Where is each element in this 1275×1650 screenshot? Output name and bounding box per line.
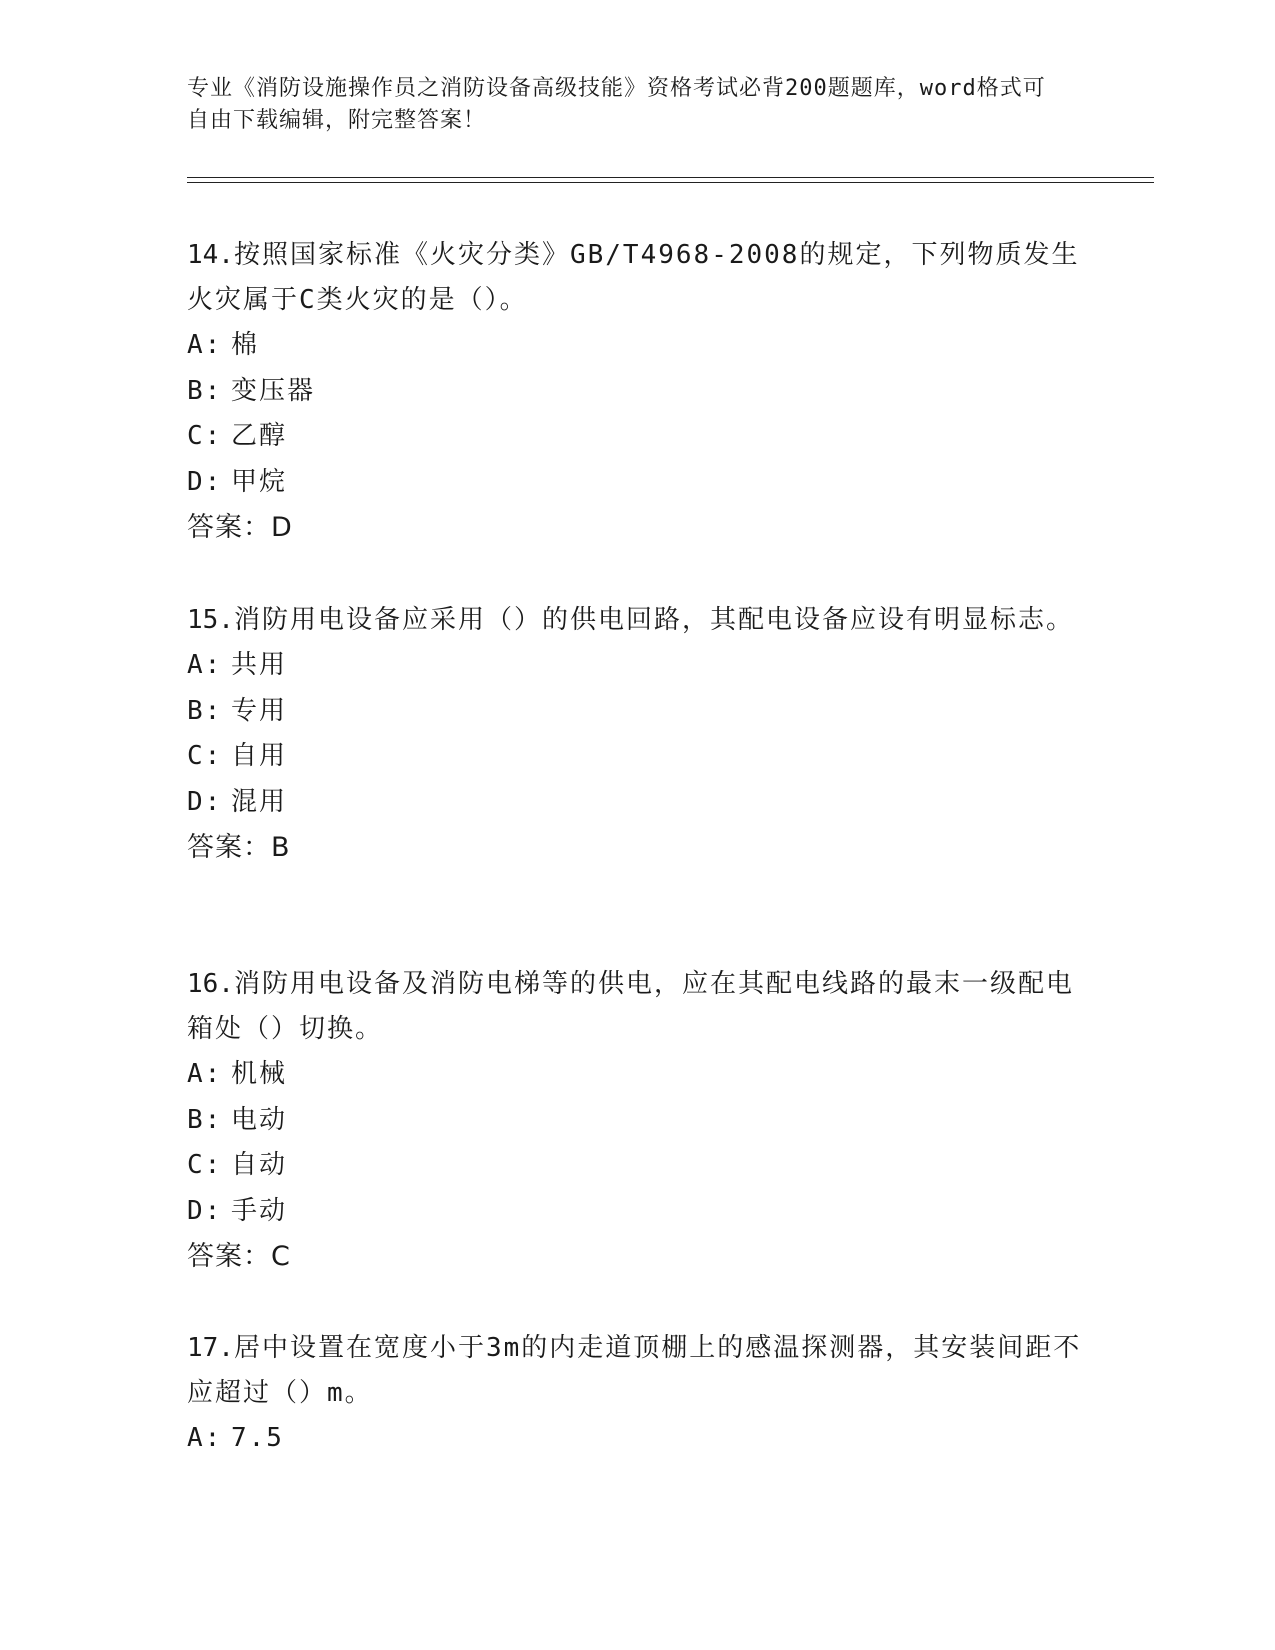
option-key: A: bbox=[187, 1059, 223, 1089]
option-c bbox=[187, 414, 1087, 460]
option-text: 变压器 bbox=[231, 375, 316, 406]
header-divider-top bbox=[187, 177, 1154, 178]
option-key: A: bbox=[187, 330, 223, 360]
option-d bbox=[187, 1189, 1087, 1235]
option-b bbox=[187, 369, 1087, 415]
option-text: 混用 bbox=[231, 786, 288, 817]
option-c bbox=[187, 734, 1087, 780]
question-15 bbox=[187, 598, 1087, 871]
option-key: D: bbox=[187, 1195, 223, 1226]
option-key: C: bbox=[187, 421, 223, 451]
option-key: C: bbox=[187, 741, 223, 771]
option-text: 手动 bbox=[231, 1195, 288, 1226]
option-d bbox=[187, 460, 1087, 506]
question-text: 居中设置在宽度小于3m的内走道顶棚上的感温探测器，其安装间距不应超过（）m。 bbox=[187, 1333, 1082, 1408]
option-key: B: bbox=[187, 375, 223, 406]
option-key: A: bbox=[187, 650, 223, 680]
option-a bbox=[187, 1416, 1087, 1462]
header-divider-bottom bbox=[187, 182, 1154, 183]
answer: 答案：D bbox=[187, 512, 293, 543]
option-key: A: bbox=[187, 1423, 223, 1453]
question-16 bbox=[187, 962, 1087, 1280]
option-d bbox=[187, 780, 1087, 826]
option-text: 棉 bbox=[231, 330, 260, 360]
answer: 答案：C bbox=[187, 1241, 291, 1272]
question-14 bbox=[187, 233, 1087, 551]
question-number: 14. bbox=[187, 240, 234, 270]
option-b bbox=[187, 689, 1087, 735]
option-b bbox=[187, 1098, 1087, 1144]
option-a bbox=[187, 323, 1087, 369]
option-key: C: bbox=[187, 1150, 223, 1180]
option-text: 电动 bbox=[231, 1104, 288, 1135]
question-text: 消防用电设备应采用（）的供电回路，其配电设备应设有明显标志。 bbox=[233, 605, 1074, 635]
option-key: D: bbox=[187, 786, 223, 817]
option-c bbox=[187, 1143, 1087, 1189]
option-text: 乙醇 bbox=[231, 421, 288, 451]
option-key: B: bbox=[187, 695, 223, 726]
option-text: 自用 bbox=[231, 741, 288, 771]
document-header: 专业《消防设施操作员之消防设备高级技能》资格考试必背200题题库，word格式可自由下载编辑，附完整答案！ bbox=[187, 76, 1046, 133]
question-stem bbox=[187, 598, 1087, 643]
option-text: 7.5 bbox=[231, 1423, 284, 1453]
option-text: 机械 bbox=[231, 1059, 288, 1089]
question-text: 消防用电设备及消防电梯等的供电，应在其配电线路的最末一级配电箱处（）切换。 bbox=[187, 969, 1074, 1044]
option-text: 自动 bbox=[231, 1150, 288, 1180]
question-stem bbox=[187, 233, 1087, 323]
option-text: 甲烷 bbox=[231, 466, 288, 497]
question-text: 按照国家标准《火灾分类》GB/T4968-2008的规定，下列物质发生火灾属于C类火灾的是（）。 bbox=[187, 240, 1080, 315]
option-a bbox=[187, 1052, 1087, 1098]
option-text: 共用 bbox=[231, 650, 288, 680]
question-number: 17. bbox=[187, 1333, 234, 1363]
option-a bbox=[187, 643, 1087, 689]
answer: 答案：B bbox=[187, 832, 291, 863]
option-key: B: bbox=[187, 1104, 223, 1135]
question-17 bbox=[187, 1326, 1087, 1462]
option-text: 专用 bbox=[231, 695, 288, 726]
question-number: 15. bbox=[187, 605, 234, 635]
question-stem bbox=[187, 1326, 1087, 1416]
option-key: D: bbox=[187, 466, 223, 497]
question-stem bbox=[187, 962, 1087, 1052]
question-number: 16. bbox=[187, 969, 234, 999]
